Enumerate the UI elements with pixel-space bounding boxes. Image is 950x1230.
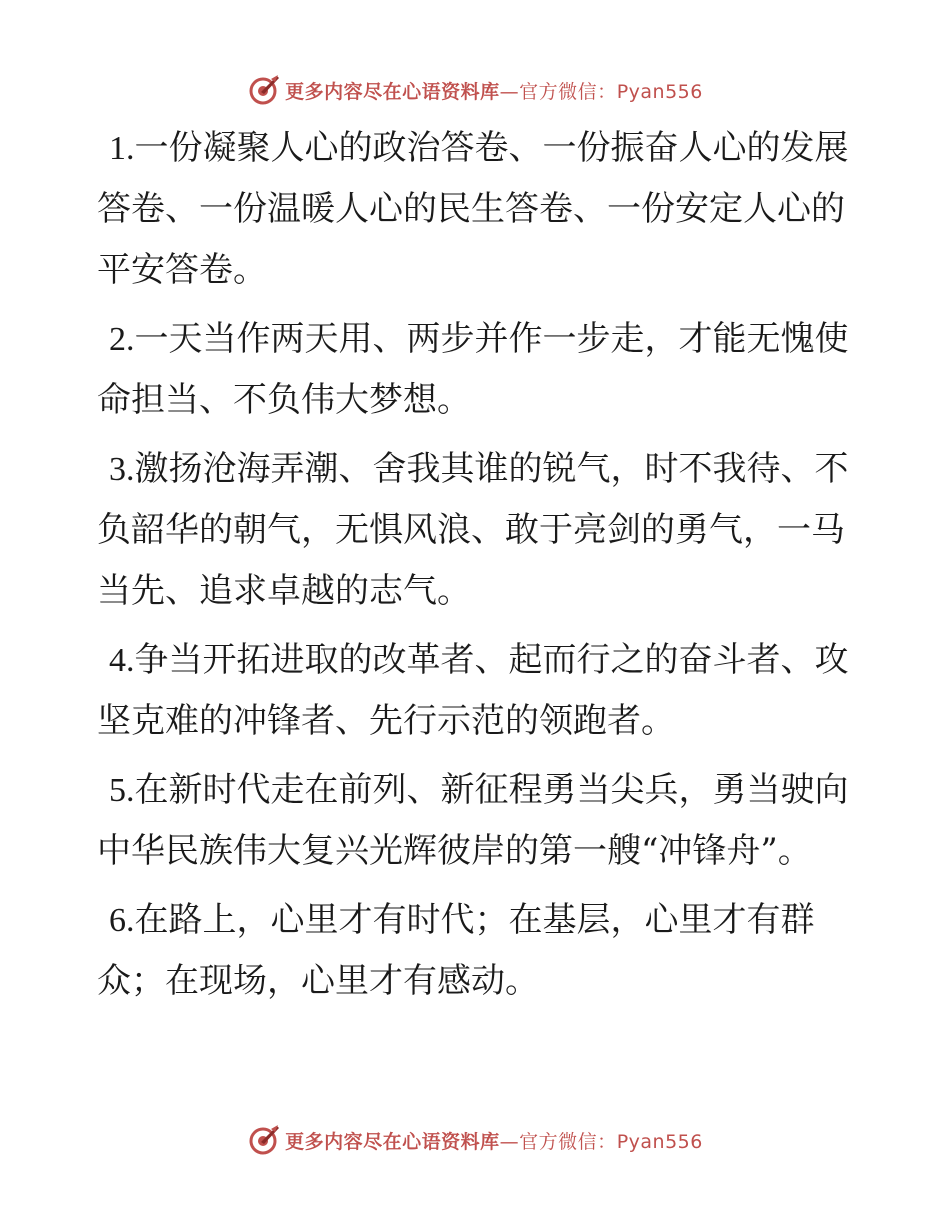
item-text: 在路上，心里才有时代；在基层，心里才有群众；在现场，心里才有感动。 <box>97 900 815 1001</box>
list-item-1 <box>97 118 857 301</box>
footer-wechat-id: Pyan556 <box>616 1130 703 1153</box>
list-item-5 <box>97 760 857 882</box>
footer-watermark-text <box>285 1127 703 1154</box>
item-number: 6. <box>109 902 135 939</box>
header-watermark-text <box>285 77 703 104</box>
item-text: 激扬沧海弄潮、舍我其谁的锐气，时不我待、不负韶华的朝气，无惧风浪、敢于亮剑的勇气，一马当先、追求卓越的志气。 <box>97 449 849 611</box>
item-number: 1. <box>109 130 135 167</box>
quote-list <box>97 118 857 1020</box>
footer-wechat-label: 官方微信： <box>519 1130 617 1153</box>
item-number: 5. <box>109 772 135 809</box>
list-item-6 <box>97 890 857 1012</box>
footer-site-name: 更多内容尽在心语资料库 <box>285 1130 500 1153</box>
item-text: 争当开拓进取的改革者、起而行之的奋斗者、攻坚克难的冲锋者、先行示范的领跑者。 <box>97 640 849 741</box>
item-text: 在新时代走在前列、新征程勇当尖兵，勇当驶向中华民族伟大复兴光辉彼岸的第一艘“冲锋舟”。 <box>97 770 849 871</box>
item-number: 3. <box>109 451 135 488</box>
item-number: 2. <box>109 321 135 358</box>
header-wechat-label: 官方微信： <box>519 80 617 103</box>
item-text: 一天当作两天用、两步并作一步走，才能无愧使命担当、不负伟大梦想。 <box>97 319 849 420</box>
quill-circle-icon <box>247 73 281 107</box>
list-item-3 <box>97 439 857 622</box>
item-number: 4. <box>109 642 135 679</box>
header-watermark <box>0 70 950 110</box>
header-wechat-id: Pyan556 <box>616 80 703 103</box>
header-site-name: 更多内容尽在心语资料库 <box>285 80 500 103</box>
footer-dash: — <box>499 1130 520 1153</box>
list-item-4 <box>97 630 857 752</box>
quill-circle-icon <box>247 1123 281 1157</box>
header-dash: — <box>499 80 520 103</box>
item-text: 一份凝聚人心的政治答卷、一份振奋人心的发展答卷、一份温暖人心的民生答卷、一份安定人心的平安答卷。 <box>97 128 849 290</box>
footer-watermark <box>0 1120 950 1160</box>
list-item-2 <box>97 309 857 431</box>
